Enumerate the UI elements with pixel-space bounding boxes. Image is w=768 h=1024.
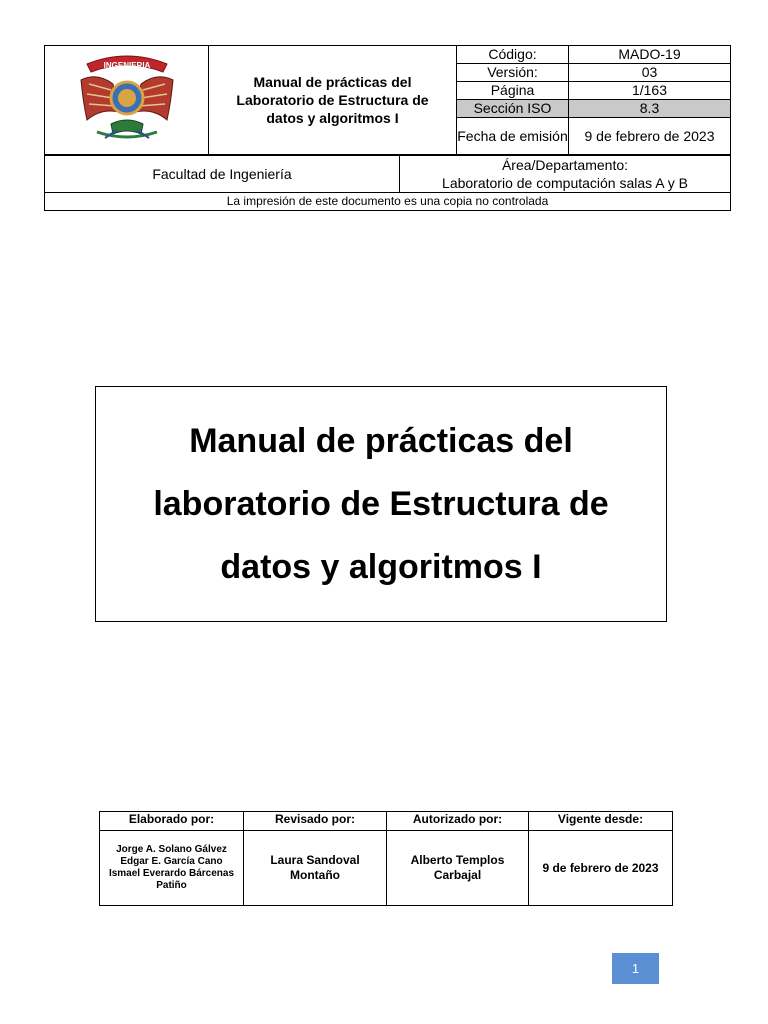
version-value: 03: [569, 64, 731, 82]
fecha-emision-label: Fecha de emisión: [457, 118, 569, 155]
elaborado-names: [100, 831, 244, 906]
elaborado-header: Elaborado por:: [100, 812, 244, 831]
autorizado-header: Autorizado por:: [387, 812, 529, 831]
area-value: Laboratorio de computación salas A y B: [442, 175, 688, 191]
vigente-header: Vigente desde:: [529, 812, 673, 831]
codigo-label: Código:: [457, 46, 569, 64]
codigo-value: MADO-19: [569, 46, 731, 64]
page-number-badge: 1: [612, 953, 659, 984]
faculty-name: Facultad de Ingeniería: [45, 156, 400, 193]
fecha-emision-value: 9 de febrero de 2023: [569, 118, 731, 155]
unam-engineering-logo: [67, 50, 187, 146]
seccion-iso-value: 8.3: [569, 100, 731, 118]
revisado-header: Revisado por:: [244, 812, 387, 831]
seccion-iso-label: Sección ISO: [457, 100, 569, 118]
faculty-logo-cell: [45, 46, 209, 155]
signatures-table: [99, 811, 673, 906]
main-title: Manual de prácticas del laboratorio de Estructura de datos y algoritmos I: [153, 421, 609, 586]
version-label: Versión:: [457, 64, 569, 82]
autorizado-name: Alberto Templos Carbajal: [387, 831, 529, 906]
author-name: Ismael Everardo Bárcenas Patiño: [108, 868, 235, 891]
document-header-table: [44, 45, 731, 155]
faculty-info-table: [44, 155, 731, 211]
author-name: Jorge A. Solano Gálvez: [116, 844, 227, 855]
header-document-title: Manual de prácticas del Laboratorio de Estructura de datos y algoritmos I: [209, 46, 457, 155]
pagina-value: 1/163: [569, 82, 731, 100]
main-title-box: [95, 386, 667, 622]
area-label: Área/Departamento:: [501, 157, 629, 173]
logo-arc-text: INGENIERIA: [103, 60, 150, 70]
revisado-name: Laura Sandoval Montaño: [244, 831, 387, 906]
uncontrolled-copy-note: La impresión de este documento es una copia no controlada: [45, 193, 731, 211]
area-department-cell: [400, 156, 731, 193]
author-name: Edgar E. García Cano: [120, 856, 223, 867]
vigente-date: 9 de febrero de 2023: [529, 831, 673, 906]
pagina-label: Página: [457, 82, 569, 100]
